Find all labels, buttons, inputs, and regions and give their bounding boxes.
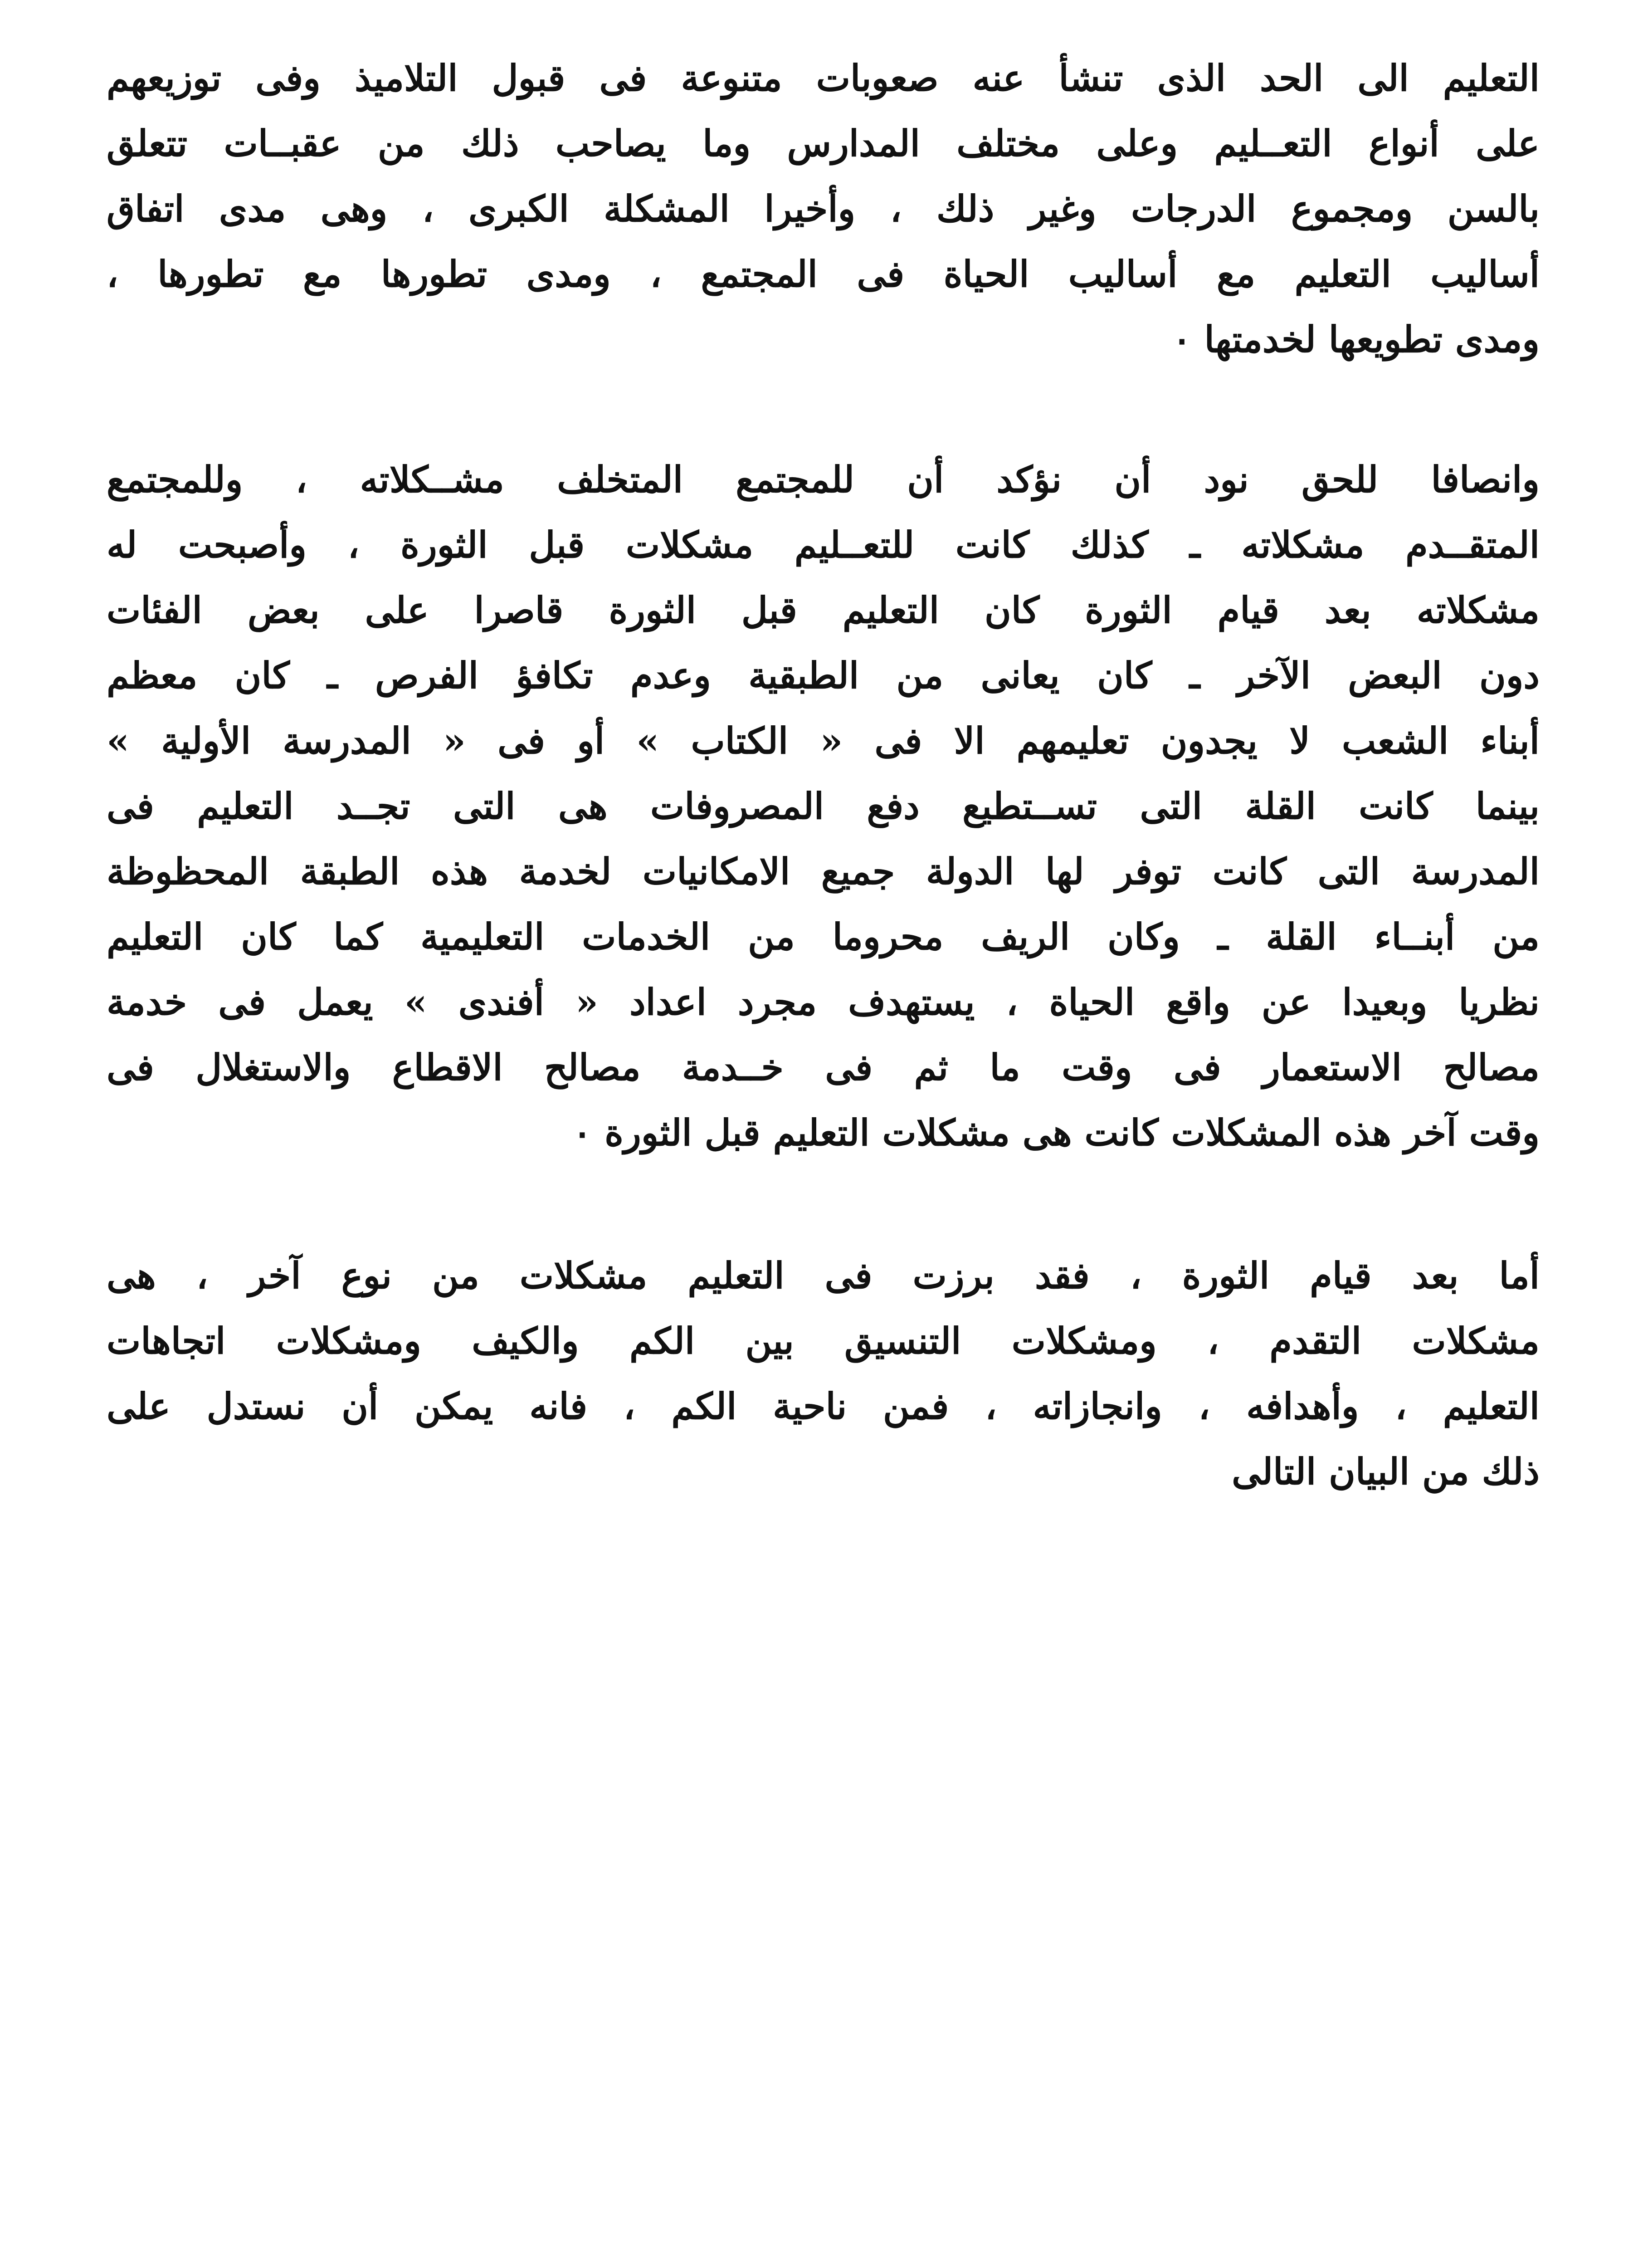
text-line: مشكلاته بعد قيام الثورة كان التعليم قبل الثورة قاصرا على بعض الفئات <box>107 589 1540 631</box>
text-line: بينما كانت القلة التى تســتطيع دفع المصروفات هى التى تجــد التعليم فى <box>107 785 1540 827</box>
text-line: المتقــدم مشكلاته ـ كذلك كانت للتعــليم مشكلات قبل الثورة ، وأصبحت له <box>107 523 1540 566</box>
text-line: أساليب التعليم مع أساليب الحياة فى المجتمع ، ومدى تطورها مع تطورها ، <box>107 253 1540 295</box>
text-line: التعليم الى الحد الذى تنشأ عنه صعوبات متنوعة فى قبول التلاميذ وفى توزيعهم <box>107 57 1540 99</box>
text-line: مصالح الاستعمار فى وقت ما ثم فى خــدمة مصالح الاقطاع والاستغلال فى <box>107 1046 1540 1089</box>
text-line: بالسن ومجموع الدرجات وغير ذلك ، وأخيرا المشكلة الكبرى ، وهى مدى اتفاق <box>107 187 1540 230</box>
text-line: وانصافا للحق نود أن نؤكد أن للمجتمع المتخلف مشــكلاته ، وللمجتمع <box>107 458 1540 501</box>
text-line: ذلك من البيان التالى <box>1232 1450 1540 1493</box>
paragraph-1 <box>107 45 1540 372</box>
text-line: من أبنــاء القلة ـ وكان الريف محروما من الخدمات التعليمية كما كان التعليم <box>107 915 1540 958</box>
text-line: أما بعد قيام الثورة ، فقد برزت فى التعليم مشكلات من نوع آخر ، هى <box>107 1254 1540 1297</box>
text-line: وقت آخر هذه المشكلات كانت هى مشكلات التعليم قبل الثورة ٠ <box>572 1111 1540 1154</box>
paragraph-2 <box>107 447 1540 1165</box>
text-line: أبناء الشعب لا يجدون تعليمهم الا فى « الكتاب » أو فى « المدرسة الأولية » <box>107 719 1540 762</box>
text-line: نظريا وبعيدا عن واقع الحياة ، يستهدف مجرد اعداد « أفندى » يعمل فى خدمة <box>107 981 1540 1023</box>
paragraph-3 <box>107 1243 1540 1504</box>
text-line: ومدى تطويعها لخدمتها ٠ <box>1172 318 1540 361</box>
text-line: التعليم ، وأهدافه ، وانجازاته ، فمن ناحية الكم ، فانه يمكن أن نستدل على <box>107 1385 1540 1427</box>
text-line: على أنواع التعــليم وعلى مختلف المدارس وما يصاحب ذلك من عقبــات تتعلق <box>107 122 1540 165</box>
text-line: مشكلات التقدم ، ومشكلات التنسيق بين الكم والكيف ومشكلات اتجاهات <box>107 1320 1540 1362</box>
text-line: المدرسة التى كانت توفر لها الدولة جميع الامكانيات لخدمة هذه الطبقة المحظوظة <box>107 850 1540 893</box>
text-line: دون البعض الآخر ـ كان يعانى من الطبقية وعدم تكافؤ الفرص ـ كان معظم <box>107 654 1540 697</box>
